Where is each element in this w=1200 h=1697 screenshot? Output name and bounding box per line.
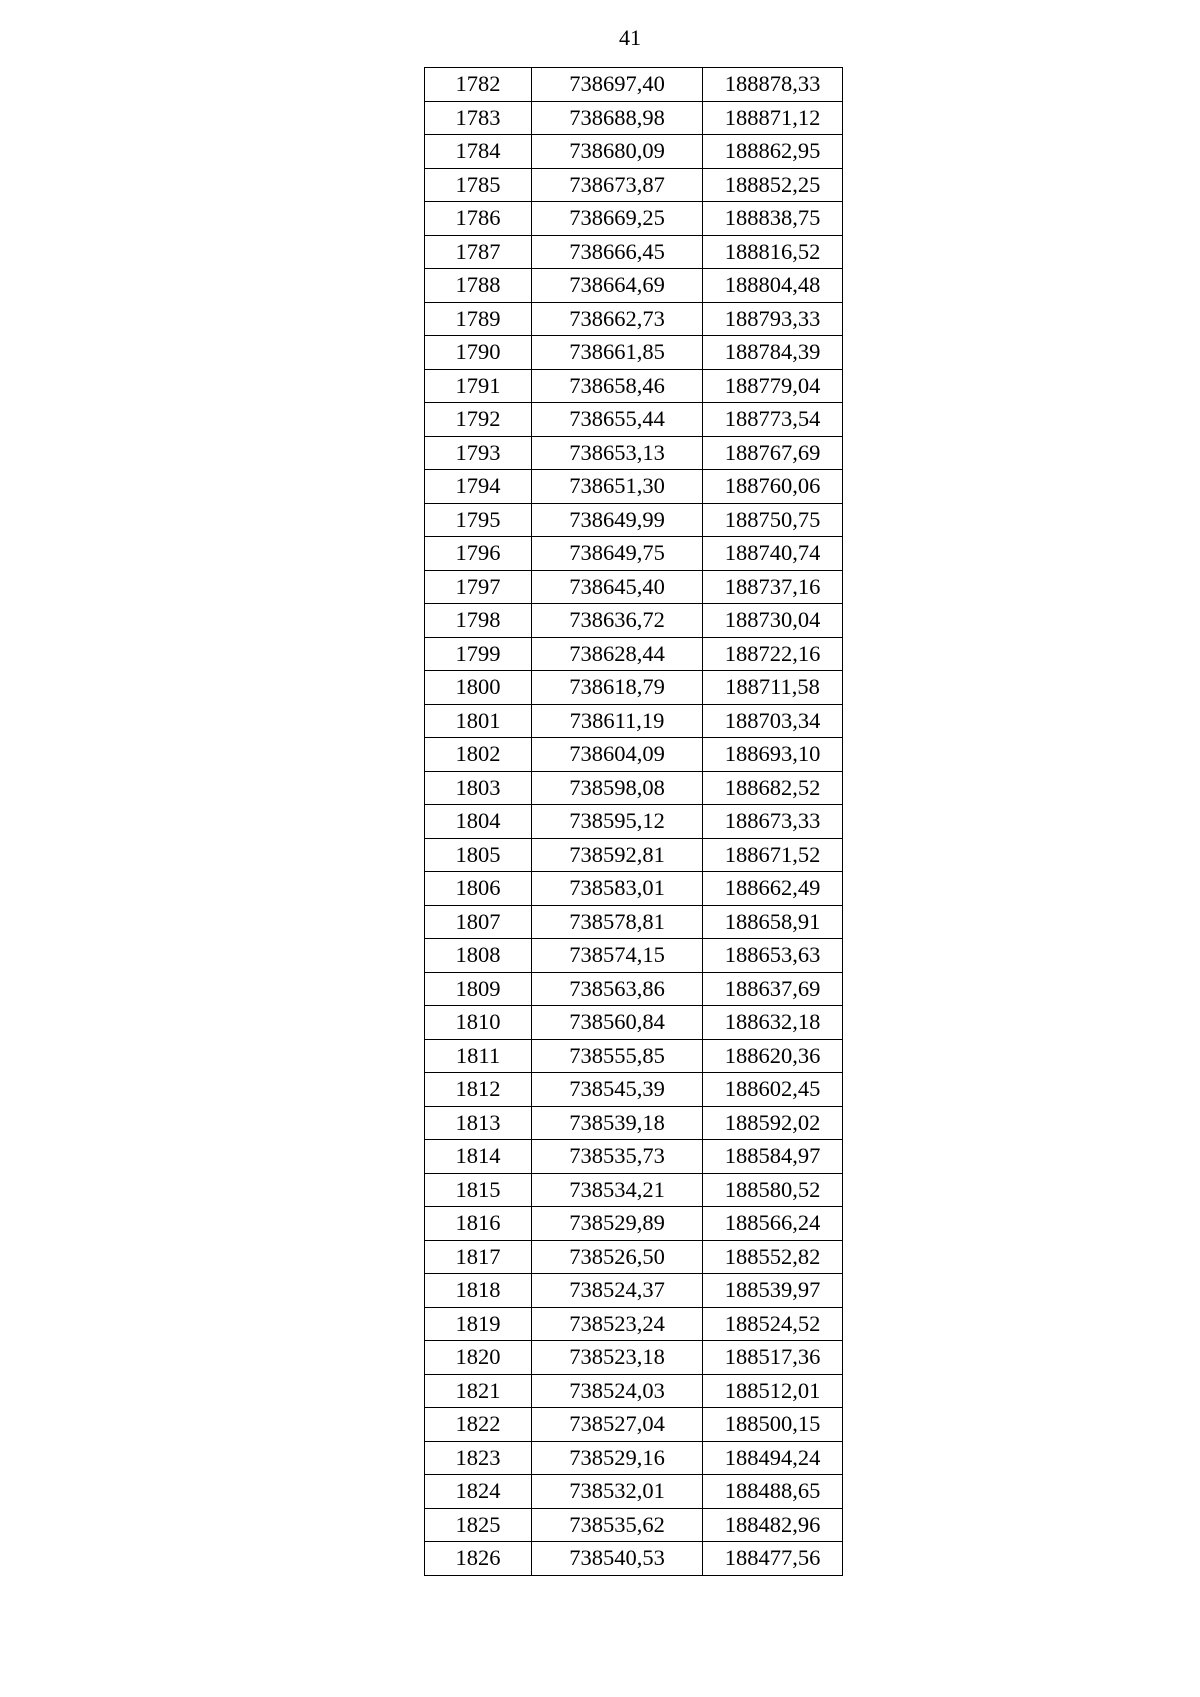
x-coordinate-cell: 738649,99 — [532, 503, 703, 537]
y-coordinate-cell: 188703,34 — [703, 704, 843, 738]
table-row — [425, 202, 843, 236]
point-number-cell: 1794 — [425, 470, 532, 504]
point-number-cell: 1818 — [425, 1274, 532, 1308]
x-coordinate-cell: 738673,87 — [532, 168, 703, 202]
y-coordinate-cell: 188658,91 — [703, 905, 843, 939]
point-number-cell: 1811 — [425, 1039, 532, 1073]
x-coordinate-cell: 738583,01 — [532, 872, 703, 906]
table-row — [425, 369, 843, 403]
point-number-cell: 1804 — [425, 805, 532, 839]
y-coordinate-cell: 188517,36 — [703, 1341, 843, 1375]
point-number-cell: 1810 — [425, 1006, 532, 1040]
y-coordinate-cell: 188592,02 — [703, 1106, 843, 1140]
point-number-cell: 1809 — [425, 972, 532, 1006]
point-number-cell: 1825 — [425, 1508, 532, 1542]
table-row — [425, 1341, 843, 1375]
x-coordinate-cell: 738532,01 — [532, 1475, 703, 1509]
x-coordinate-cell: 738658,46 — [532, 369, 703, 403]
x-coordinate-cell: 738664,69 — [532, 269, 703, 303]
x-coordinate-cell: 738645,40 — [532, 570, 703, 604]
y-coordinate-cell: 188878,33 — [703, 68, 843, 102]
x-coordinate-cell: 738669,25 — [532, 202, 703, 236]
table-row — [425, 738, 843, 772]
point-number-cell: 1795 — [425, 503, 532, 537]
y-coordinate-cell: 188673,33 — [703, 805, 843, 839]
point-number-cell: 1788 — [425, 269, 532, 303]
table-row — [425, 1006, 843, 1040]
x-coordinate-cell: 738578,81 — [532, 905, 703, 939]
table-row — [425, 1039, 843, 1073]
y-coordinate-cell: 188662,49 — [703, 872, 843, 906]
y-coordinate-cell: 188482,96 — [703, 1508, 843, 1542]
point-number-cell: 1799 — [425, 637, 532, 671]
y-coordinate-cell: 188477,56 — [703, 1542, 843, 1576]
x-coordinate-cell: 738649,75 — [532, 537, 703, 571]
y-coordinate-cell: 188773,54 — [703, 403, 843, 437]
point-number-cell: 1802 — [425, 738, 532, 772]
x-coordinate-cell: 738661,85 — [532, 336, 703, 370]
point-number-cell: 1792 — [425, 403, 532, 437]
coordinates-table-body — [425, 68, 843, 1576]
table-row — [425, 939, 843, 973]
x-coordinate-cell: 738545,39 — [532, 1073, 703, 1107]
x-coordinate-cell: 738539,18 — [532, 1106, 703, 1140]
x-coordinate-cell: 738636,72 — [532, 604, 703, 638]
point-number-cell: 1824 — [425, 1475, 532, 1509]
x-coordinate-cell: 738574,15 — [532, 939, 703, 973]
y-coordinate-cell: 188671,52 — [703, 838, 843, 872]
page-number: 41 — [619, 25, 641, 50]
x-coordinate-cell: 738653,13 — [532, 436, 703, 470]
point-number-cell: 1785 — [425, 168, 532, 202]
x-coordinate-cell: 738523,18 — [532, 1341, 703, 1375]
y-coordinate-cell: 188566,24 — [703, 1207, 843, 1241]
table-row — [425, 68, 843, 102]
y-coordinate-cell: 188682,52 — [703, 771, 843, 805]
y-coordinate-cell: 188760,06 — [703, 470, 843, 504]
point-number-cell: 1815 — [425, 1173, 532, 1207]
point-number-cell: 1803 — [425, 771, 532, 805]
table-row — [425, 671, 843, 705]
y-coordinate-cell: 188580,52 — [703, 1173, 843, 1207]
table-row — [425, 168, 843, 202]
y-coordinate-cell: 188637,69 — [703, 972, 843, 1006]
x-coordinate-cell: 738598,08 — [532, 771, 703, 805]
y-coordinate-cell: 188494,24 — [703, 1441, 843, 1475]
x-coordinate-cell: 738592,81 — [532, 838, 703, 872]
point-number-cell: 1783 — [425, 101, 532, 135]
table-row — [425, 604, 843, 638]
x-coordinate-cell: 738595,12 — [532, 805, 703, 839]
table-row — [425, 637, 843, 671]
point-number-cell: 1823 — [425, 1441, 532, 1475]
table-row — [425, 805, 843, 839]
table-row — [425, 905, 843, 939]
x-coordinate-cell: 738611,19 — [532, 704, 703, 738]
point-number-cell: 1800 — [425, 671, 532, 705]
y-coordinate-cell: 188632,18 — [703, 1006, 843, 1040]
x-coordinate-cell: 738527,04 — [532, 1408, 703, 1442]
x-coordinate-cell: 738680,09 — [532, 135, 703, 169]
table-row — [425, 1542, 843, 1576]
point-number-cell: 1798 — [425, 604, 532, 638]
table-row — [425, 436, 843, 470]
table-row — [425, 1307, 843, 1341]
table-row — [425, 503, 843, 537]
y-coordinate-cell: 188871,12 — [703, 101, 843, 135]
table-row — [425, 838, 843, 872]
x-coordinate-cell: 738529,89 — [532, 1207, 703, 1241]
x-coordinate-cell: 738655,44 — [532, 403, 703, 437]
y-coordinate-cell: 188524,52 — [703, 1307, 843, 1341]
x-coordinate-cell: 738540,53 — [532, 1542, 703, 1576]
table-row — [425, 235, 843, 269]
x-coordinate-cell: 738560,84 — [532, 1006, 703, 1040]
table-row — [425, 1441, 843, 1475]
point-number-cell: 1784 — [425, 135, 532, 169]
point-number-cell: 1790 — [425, 336, 532, 370]
y-coordinate-cell: 188488,65 — [703, 1475, 843, 1509]
x-coordinate-cell: 738523,24 — [532, 1307, 703, 1341]
table-row — [425, 1475, 843, 1509]
table-row — [425, 771, 843, 805]
table-row — [425, 101, 843, 135]
table-row — [425, 1374, 843, 1408]
table-row — [425, 1140, 843, 1174]
x-coordinate-cell: 738618,79 — [532, 671, 703, 705]
point-number-cell: 1822 — [425, 1408, 532, 1442]
y-coordinate-cell: 188693,10 — [703, 738, 843, 772]
x-coordinate-cell: 738662,73 — [532, 302, 703, 336]
table-row — [425, 302, 843, 336]
table-row — [425, 1508, 843, 1542]
table-row — [425, 1073, 843, 1107]
y-coordinate-cell: 188793,33 — [703, 302, 843, 336]
y-coordinate-cell: 188816,52 — [703, 235, 843, 269]
coordinates-table — [424, 67, 843, 1576]
point-number-cell: 1789 — [425, 302, 532, 336]
point-number-cell: 1787 — [425, 235, 532, 269]
table-row — [425, 1173, 843, 1207]
x-coordinate-cell: 738697,40 — [532, 68, 703, 102]
point-number-cell: 1816 — [425, 1207, 532, 1241]
y-coordinate-cell: 188838,75 — [703, 202, 843, 236]
point-number-cell: 1819 — [425, 1307, 532, 1341]
y-coordinate-cell: 188862,95 — [703, 135, 843, 169]
y-coordinate-cell: 188740,74 — [703, 537, 843, 571]
y-coordinate-cell: 188779,04 — [703, 369, 843, 403]
point-number-cell: 1826 — [425, 1542, 532, 1576]
y-coordinate-cell: 188500,15 — [703, 1408, 843, 1442]
table-row — [425, 403, 843, 437]
y-coordinate-cell: 188711,58 — [703, 671, 843, 705]
y-coordinate-cell: 188653,63 — [703, 939, 843, 973]
point-number-cell: 1782 — [425, 68, 532, 102]
y-coordinate-cell: 188767,69 — [703, 436, 843, 470]
table-row — [425, 537, 843, 571]
y-coordinate-cell: 188512,01 — [703, 1374, 843, 1408]
point-number-cell: 1805 — [425, 838, 532, 872]
point-number-cell: 1813 — [425, 1106, 532, 1140]
table-row — [425, 1408, 843, 1442]
point-number-cell: 1793 — [425, 436, 532, 470]
x-coordinate-cell: 738651,30 — [532, 470, 703, 504]
point-number-cell: 1786 — [425, 202, 532, 236]
point-number-cell: 1820 — [425, 1341, 532, 1375]
point-number-cell: 1817 — [425, 1240, 532, 1274]
table-row — [425, 1106, 843, 1140]
table-row — [425, 269, 843, 303]
table-row — [425, 1274, 843, 1308]
x-coordinate-cell: 738604,09 — [532, 738, 703, 772]
point-number-cell: 1814 — [425, 1140, 532, 1174]
y-coordinate-cell: 188730,04 — [703, 604, 843, 638]
table-row — [425, 336, 843, 370]
x-coordinate-cell: 738535,73 — [532, 1140, 703, 1174]
y-coordinate-cell: 188737,16 — [703, 570, 843, 604]
point-number-cell: 1812 — [425, 1073, 532, 1107]
point-number-cell: 1796 — [425, 537, 532, 571]
x-coordinate-cell: 738529,16 — [532, 1441, 703, 1475]
table-row — [425, 135, 843, 169]
table-row — [425, 972, 843, 1006]
y-coordinate-cell: 188620,36 — [703, 1039, 843, 1073]
x-coordinate-cell: 738535,62 — [532, 1508, 703, 1542]
y-coordinate-cell: 188784,39 — [703, 336, 843, 370]
y-coordinate-cell: 188552,82 — [703, 1240, 843, 1274]
y-coordinate-cell: 188750,75 — [703, 503, 843, 537]
point-number-cell: 1797 — [425, 570, 532, 604]
y-coordinate-cell: 188852,25 — [703, 168, 843, 202]
table-row — [425, 570, 843, 604]
table-row — [425, 704, 843, 738]
x-coordinate-cell: 738563,86 — [532, 972, 703, 1006]
x-coordinate-cell: 738666,45 — [532, 235, 703, 269]
x-coordinate-cell: 738524,03 — [532, 1374, 703, 1408]
y-coordinate-cell: 188722,16 — [703, 637, 843, 671]
y-coordinate-cell: 188584,97 — [703, 1140, 843, 1174]
x-coordinate-cell: 738534,21 — [532, 1173, 703, 1207]
y-coordinate-cell: 188602,45 — [703, 1073, 843, 1107]
table-row — [425, 1240, 843, 1274]
point-number-cell: 1806 — [425, 872, 532, 906]
point-number-cell: 1821 — [425, 1374, 532, 1408]
x-coordinate-cell: 738526,50 — [532, 1240, 703, 1274]
x-coordinate-cell: 738688,98 — [532, 101, 703, 135]
table-row — [425, 470, 843, 504]
y-coordinate-cell: 188804,48 — [703, 269, 843, 303]
x-coordinate-cell: 738524,37 — [532, 1274, 703, 1308]
table-row — [425, 1207, 843, 1241]
y-coordinate-cell: 188539,97 — [703, 1274, 843, 1308]
table-row — [425, 872, 843, 906]
point-number-cell: 1801 — [425, 704, 532, 738]
point-number-cell: 1791 — [425, 369, 532, 403]
point-number-cell: 1807 — [425, 905, 532, 939]
x-coordinate-cell: 738628,44 — [532, 637, 703, 671]
point-number-cell: 1808 — [425, 939, 532, 973]
x-coordinate-cell: 738555,85 — [532, 1039, 703, 1073]
